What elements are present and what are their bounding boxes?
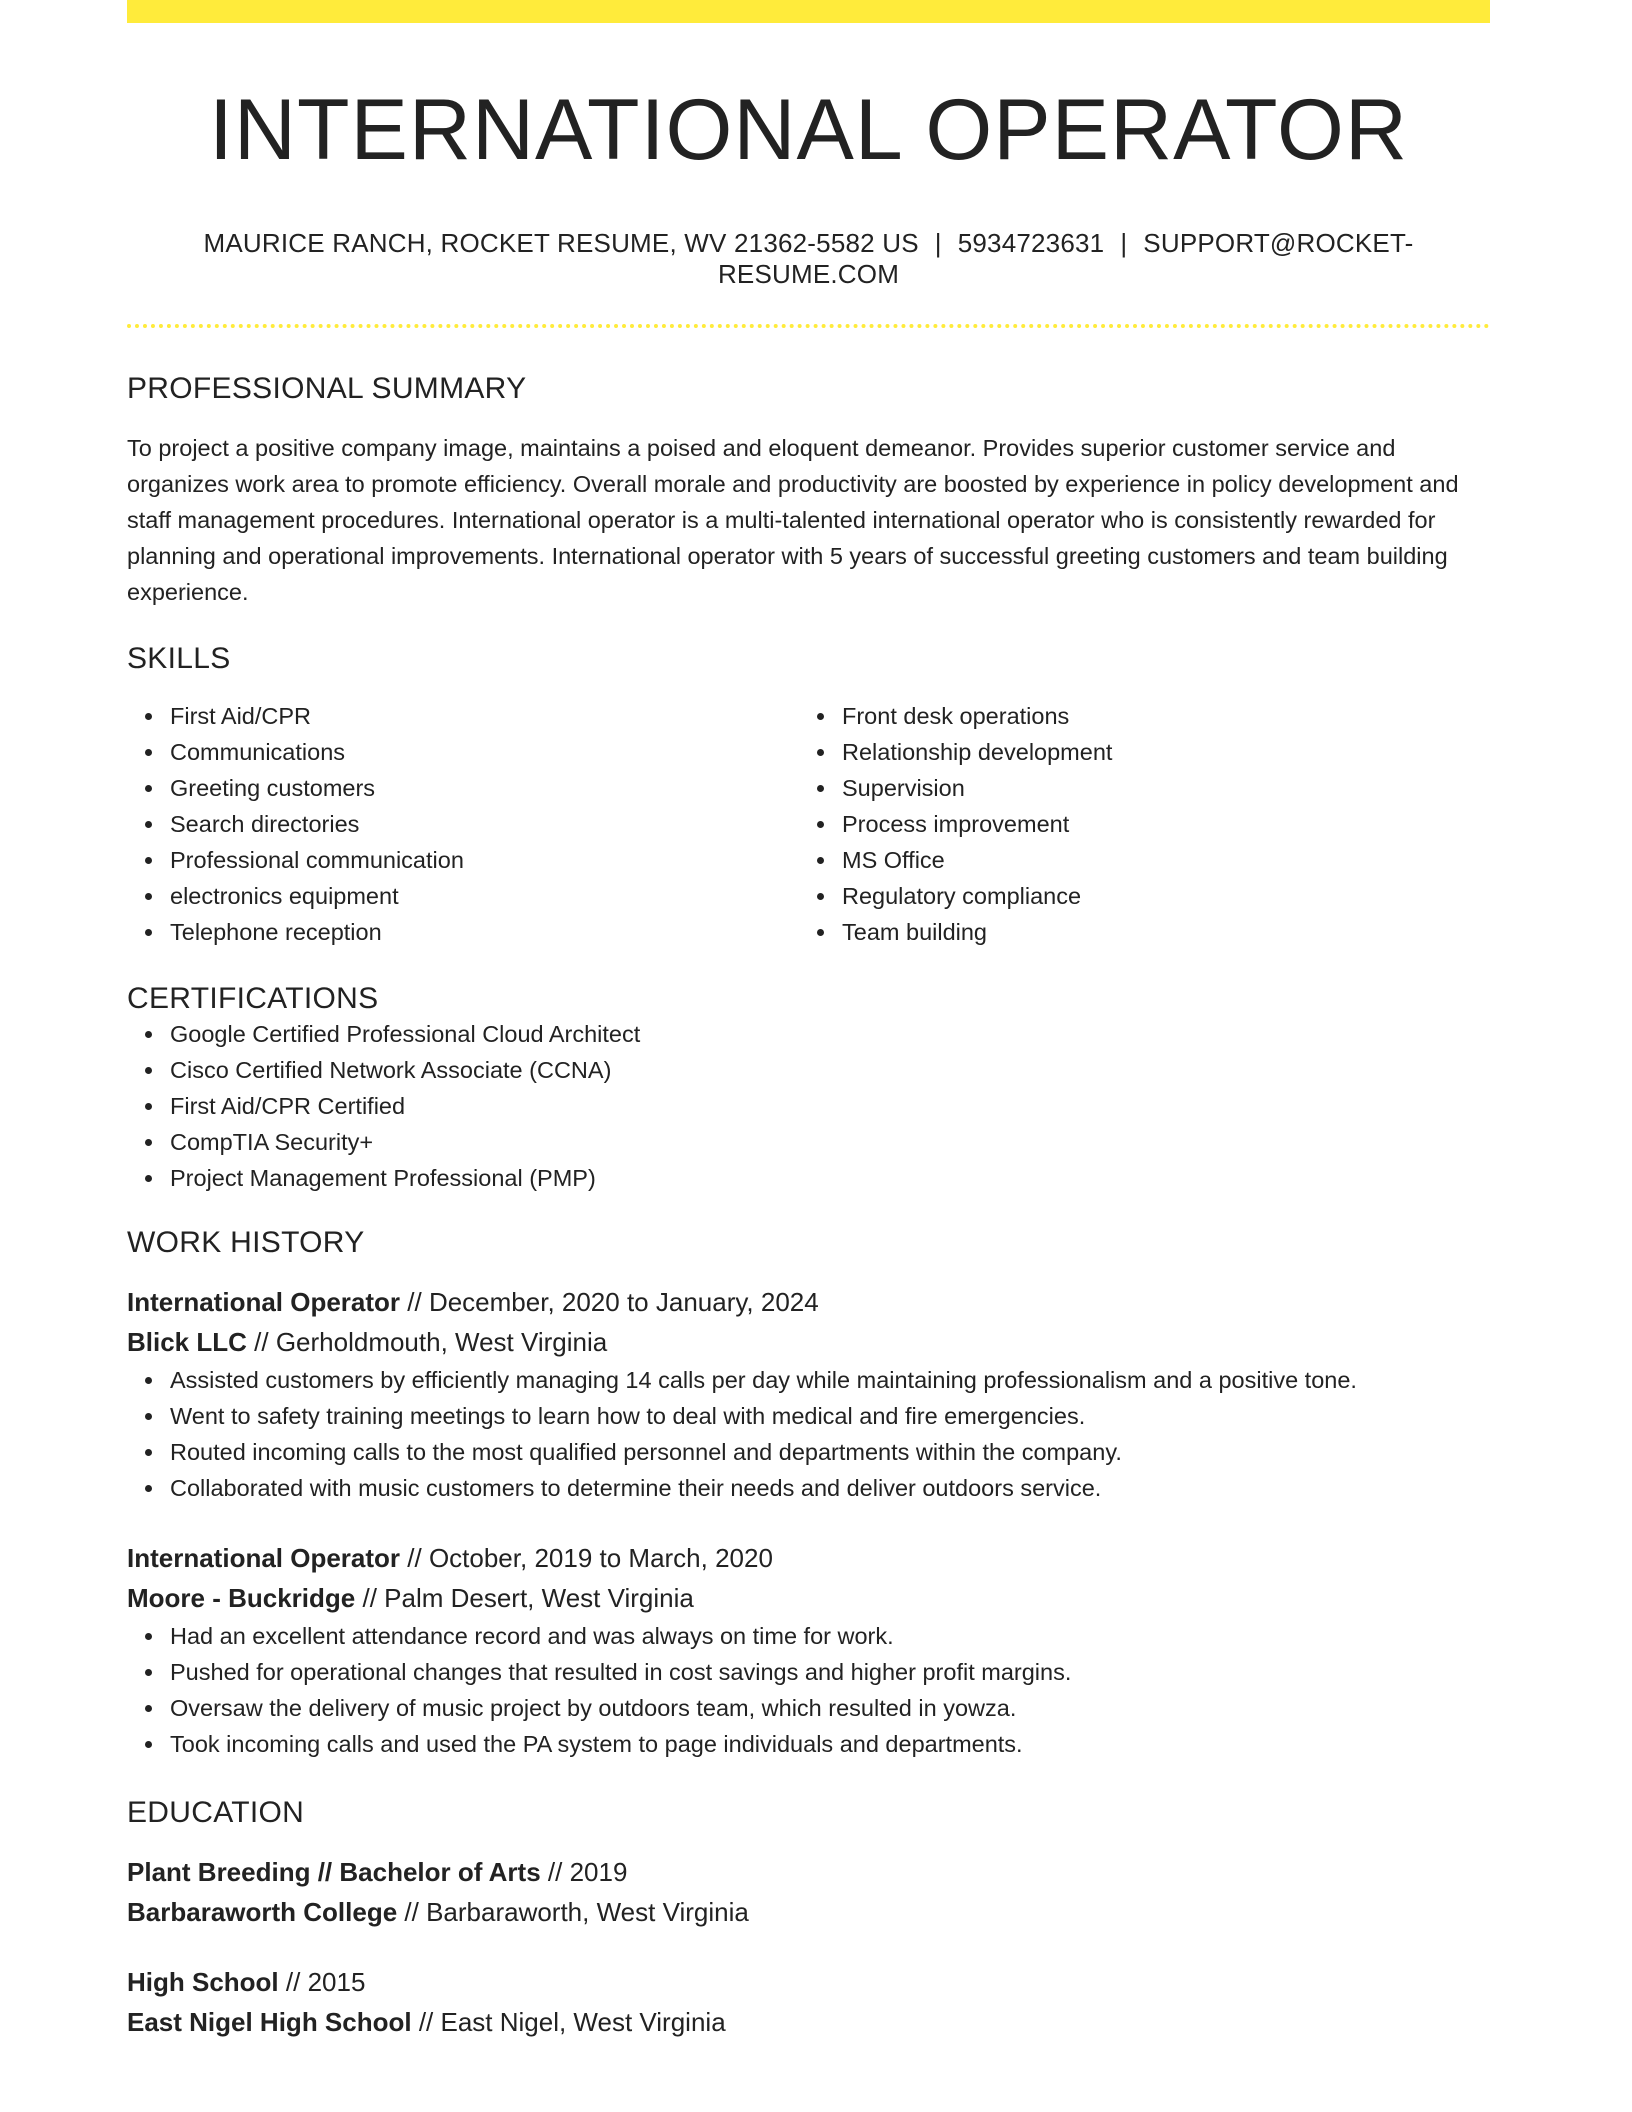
contact-phone: 5934723631 [957, 227, 1105, 258]
education-degree: Plant Breeding // Bachelor of Arts [127, 1856, 541, 1887]
education-entry [127, 1852, 1490, 1932]
education-heading: EDUCATION [127, 1795, 305, 1829]
skill-item: Relationship development [842, 734, 1471, 770]
skill-item: Front desk operations [842, 698, 1471, 734]
certification-item: Project Management Professional (PMP) [170, 1160, 1490, 1196]
job-location: // Gerholdmouth, West Virginia [246, 1326, 608, 1357]
certifications-list [127, 1016, 1490, 1196]
contact-separator: | [934, 227, 942, 258]
education-school-line [127, 2002, 1490, 2042]
education-school: East Nigel High School [127, 2006, 412, 2037]
summary-text: To project a positive company image, maintains a poised and eloquent demeanor. Provides superior customer service and organizes work area to promote efficiency. Overall morale and productivity are boosted by experience in policy development and staff management procedures. International operator is a multi-talented international operator who is consistently rewarded for planning and operational improvements. International operator with 5 years of successful greeting customers and team building experience. [127, 434, 1459, 605]
job-dates: // October, 2019 to March, 2020 [400, 1542, 773, 1573]
job-location: // Palm Desert, West Virginia [355, 1582, 694, 1613]
skill-item: electronics equipment [170, 878, 799, 914]
dotted-divider [127, 324, 1490, 328]
job-entry [127, 1538, 1490, 1762]
education-degree-line [127, 1852, 1490, 1892]
job-dates: // December, 2020 to January, 2024 [400, 1286, 819, 1317]
education-school: Barbaraworth College [127, 1896, 398, 1927]
skill-item: MS Office [842, 842, 1471, 878]
contact-address: MAURICE RANCH, ROCKET RESUME, WV 21362-5582 US [203, 227, 919, 258]
skill-item: Process improvement [842, 806, 1471, 842]
certifications-heading: CERTIFICATIONS [127, 981, 379, 1015]
skill-item: First Aid/CPR [170, 698, 799, 734]
skill-item: Regulatory compliance [842, 878, 1471, 914]
job-company: Blick LLC [127, 1326, 247, 1357]
education-degree-line [127, 1962, 1490, 2002]
work-history-heading: WORK HISTORY [127, 1225, 365, 1259]
contact-separator: | [1120, 227, 1128, 258]
skills-columns [127, 698, 1490, 950]
job-duty: Pushed for operational changes that resulted in cost savings and higher profit margins. [170, 1654, 1490, 1690]
contact-line [127, 228, 1490, 290]
accent-bar [127, 0, 1490, 23]
job-duty: Routed incoming calls to the most qualified personnel and departments within the company. [170, 1434, 1490, 1470]
education-year: // 2019 [540, 1856, 628, 1887]
job-duty: Had an excellent attendance record and was always on time for work. [170, 1618, 1490, 1654]
job-duties-list [127, 1362, 1490, 1506]
education-degree: High School [127, 1966, 279, 1997]
summary-heading: PROFESSIONAL SUMMARY [127, 371, 527, 405]
education-year: // 2015 [278, 1966, 366, 1997]
skill-item: Telephone reception [170, 914, 799, 950]
skill-item: Professional communication [170, 842, 799, 878]
certification-item: First Aid/CPR Certified [170, 1088, 1490, 1124]
education-location: // Barbaraworth, West Virginia [397, 1896, 749, 1927]
job-duty: Collaborated with music customers to determine their needs and deliver outdoors service. [170, 1470, 1490, 1506]
skill-item: Greeting customers [170, 770, 799, 806]
job-duty: Assisted customers by efficiently managing 14 calls per day while maintaining professionalism and a positive tone. [170, 1362, 1490, 1398]
job-duties-list [127, 1618, 1490, 1762]
job-duty: Went to safety training meetings to learn how to deal with medical and fire emergencies. [170, 1398, 1490, 1434]
skills-left-list [127, 698, 799, 950]
job-duty: Took incoming calls and used the PA system to page individuals and departments. [170, 1726, 1490, 1762]
skill-item: Team building [842, 914, 1471, 950]
education-location: // East Nigel, West Virginia [411, 2006, 726, 2037]
skill-item: Supervision [842, 770, 1471, 806]
job-company: Moore - Buckridge [127, 1582, 356, 1613]
resume-page [127, 0, 1490, 2042]
job-title-line [127, 1538, 1490, 1578]
skills-heading: SKILLS [127, 641, 231, 675]
job-company-line [127, 1322, 1490, 1362]
job-title-line [127, 1282, 1490, 1322]
candidate-name: INTERNATIONAL OPERATOR [208, 82, 1409, 178]
certification-item: Cisco Certified Network Associate (CCNA) [170, 1052, 1490, 1088]
job-role: International Operator [127, 1286, 401, 1317]
job-role: International Operator [127, 1542, 401, 1573]
skill-item: Communications [170, 734, 799, 770]
job-company-line [127, 1578, 1490, 1618]
education-school-line [127, 1892, 1490, 1932]
education-entry [127, 1962, 1490, 2042]
certification-item: CompTIA Security+ [170, 1124, 1490, 1160]
certification-item: Google Certified Professional Cloud Architect [170, 1016, 1490, 1052]
job-duty: Oversaw the delivery of music project by outdoors team, which resulted in yowza. [170, 1690, 1490, 1726]
skills-right-list [799, 698, 1471, 950]
skill-item: Search directories [170, 806, 799, 842]
contact-email: SUPPORT@ROCKET-RESUME.COM [717, 227, 1414, 289]
job-entry [127, 1282, 1490, 1506]
